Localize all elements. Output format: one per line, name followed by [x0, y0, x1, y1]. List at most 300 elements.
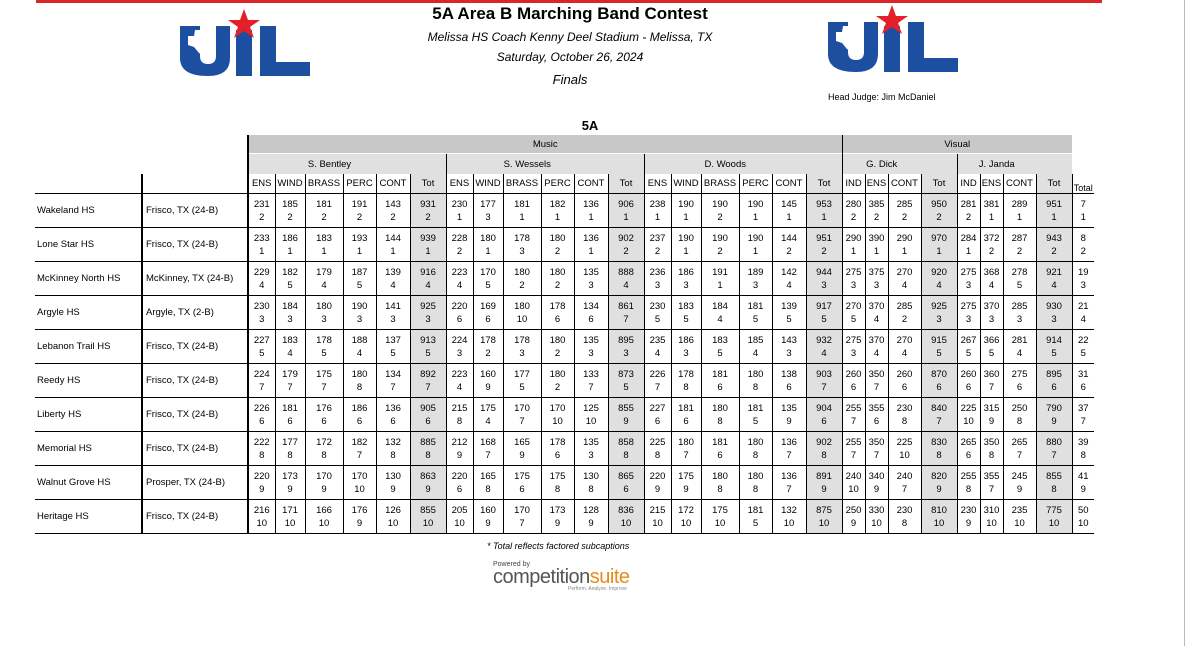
score-value: 939 — [420, 232, 436, 244]
score-value: 865 — [618, 470, 634, 482]
rank-value: 6 — [321, 415, 327, 427]
score-value: 281 — [960, 198, 977, 210]
rank-value: 1 — [752, 211, 759, 223]
rank-value: 1 — [965, 245, 972, 257]
rank-value: 8 — [965, 483, 972, 495]
rank-value: 10 — [1077, 517, 1089, 529]
rank-value: 2 — [485, 347, 491, 359]
score-value: 37 — [1077, 402, 1089, 414]
score-cell — [574, 194, 608, 228]
score-cell — [410, 398, 446, 432]
score-cell — [574, 228, 608, 262]
rank-value: 7 — [873, 449, 880, 461]
rank-value: 1 — [901, 245, 908, 257]
score-value: 181 — [712, 368, 728, 380]
score-cell — [772, 466, 806, 500]
score-value: 372 — [983, 232, 1000, 244]
rank-value: 9 — [287, 483, 293, 495]
band-location: Frisco, TX (24-B) — [142, 194, 248, 228]
score-value: 216 — [253, 504, 270, 516]
score-value: 186 — [678, 266, 694, 278]
rank-value: 5 — [356, 279, 363, 291]
score-value: 215 — [649, 504, 666, 516]
score-value: 932 — [816, 334, 832, 346]
rank-value: 4 — [321, 279, 327, 291]
score-cell — [842, 228, 865, 262]
rank-value: 3 — [623, 347, 629, 359]
rank-value: 10 — [714, 517, 726, 529]
score-cell — [921, 364, 957, 398]
score-value: 125 — [583, 402, 599, 414]
score-cell — [248, 398, 275, 432]
rank-value: 4 — [425, 279, 431, 291]
score-cell — [305, 228, 343, 262]
score-cell — [275, 228, 305, 262]
score-value: 178 — [480, 334, 496, 346]
page-edge-line — [1184, 0, 1185, 646]
rank-value: 7 — [485, 449, 491, 461]
score-cell — [410, 296, 446, 330]
score-value: 19 — [1077, 266, 1089, 278]
score-cell — [772, 262, 806, 296]
footnote: * Total reflects factored subcaptions — [487, 541, 630, 551]
uil-logo-right — [824, 4, 964, 74]
score-cell — [503, 194, 541, 228]
score-cell — [248, 500, 275, 534]
score-value: 181 — [282, 402, 298, 414]
score-cell — [772, 330, 806, 364]
rank-value: 5 — [485, 279, 491, 291]
subcaption-perc: PERC — [343, 174, 376, 194]
score-value: 182 — [351, 436, 368, 448]
score-value: 182 — [282, 266, 298, 278]
score-value: 185 — [747, 334, 764, 346]
score-value: 285 — [1011, 300, 1028, 312]
score-value: 224 — [451, 334, 468, 346]
score-value: 39 — [1077, 436, 1089, 448]
score-cell — [701, 194, 739, 228]
score-value: 255 — [845, 402, 862, 414]
rank-value: 4 — [717, 313, 723, 325]
score-cell — [473, 466, 503, 500]
score-value: 375 — [868, 266, 885, 278]
score-cell — [1036, 262, 1072, 296]
score-value: 183 — [282, 334, 298, 346]
score-cell — [503, 228, 541, 262]
rank-value: 2 — [654, 245, 661, 257]
score-cell — [772, 296, 806, 330]
rank-value: 9 — [554, 517, 561, 529]
score-value: 178 — [549, 436, 566, 448]
score-cell — [739, 466, 772, 500]
rank-value: 6 — [1051, 381, 1057, 393]
score-value: 170 — [316, 470, 332, 482]
score-value: 145 — [781, 198, 797, 210]
score-value: 176 — [351, 504, 368, 516]
score-value: 902 — [618, 232, 634, 244]
score-cell — [574, 262, 608, 296]
score-value: 21 — [1077, 300, 1089, 312]
score-value: 170 — [351, 470, 368, 482]
score-cell — [671, 466, 701, 500]
score-cell — [1036, 500, 1072, 534]
score-value: 175 — [712, 504, 728, 516]
score-cell — [701, 398, 739, 432]
score-value: 275 — [845, 266, 862, 278]
rank-value: 8 — [821, 449, 827, 461]
score-value: 138 — [781, 368, 797, 380]
score-value: 350 — [868, 436, 885, 448]
score-cell — [865, 364, 888, 398]
score-cell — [1003, 364, 1036, 398]
total-cell — [1072, 330, 1094, 364]
score-value: 226 — [253, 402, 270, 414]
table-row — [35, 364, 1094, 398]
total-cell — [1072, 398, 1094, 432]
score-value: 355 — [868, 402, 885, 414]
score-cell — [644, 500, 671, 534]
score-cell — [275, 432, 305, 466]
rank-value: 8 — [1016, 415, 1023, 427]
band-location: Frisco, TX (24-B) — [142, 398, 248, 432]
score-cell — [701, 500, 739, 534]
rank-value: 5 — [1080, 347, 1086, 359]
rank-value: 3 — [519, 245, 525, 257]
score-value: 8 — [1080, 232, 1086, 244]
rank-value: 6 — [356, 415, 363, 427]
subcaption-ind: IND — [842, 174, 865, 194]
score-value: 190 — [747, 198, 764, 210]
score-value: 134 — [385, 368, 401, 380]
table-row — [35, 466, 1094, 500]
score-value: 863 — [420, 470, 436, 482]
rank-value: 7 — [356, 449, 363, 461]
score-value: 179 — [316, 266, 332, 278]
score-value: 226 — [649, 368, 666, 380]
brand-wordmark — [493, 568, 630, 586]
score-value: 50 — [1077, 504, 1089, 516]
score-cell — [473, 500, 503, 534]
rank-value: 9 — [356, 517, 363, 529]
score-value: 355 — [983, 470, 1000, 482]
score-value: 903 — [816, 368, 832, 380]
score-cell — [644, 194, 671, 228]
score-value: 183 — [678, 300, 694, 312]
score-value: 180 — [514, 300, 530, 312]
subcaption-ens: ENS — [446, 174, 473, 194]
band-location: Frisco, TX (24-B) — [142, 500, 248, 534]
rank-value: 6 — [965, 449, 972, 461]
score-value: 173 — [282, 470, 298, 482]
judge-wessels: S. Wessels — [446, 154, 608, 175]
band-name: McKinney North HS — [37, 273, 121, 284]
rank-value: 3 — [654, 279, 661, 291]
score-value: 135 — [583, 266, 599, 278]
score-cell — [376, 330, 410, 364]
score-value: 188 — [351, 334, 368, 346]
judge-janda: J. Janda — [957, 154, 1036, 175]
score-value: 130 — [385, 470, 401, 482]
score-value: 775 — [1046, 504, 1062, 516]
rank-value: 6 — [1080, 381, 1086, 393]
score-value: 186 — [282, 232, 298, 244]
rank-value: 4 — [485, 415, 491, 427]
rank-value: 7 — [259, 381, 265, 393]
score-value: 184 — [282, 300, 298, 312]
score-cell — [888, 398, 921, 432]
rank-value: 4 — [873, 313, 880, 325]
rank-value: 6 — [873, 415, 880, 427]
score-cell — [376, 466, 410, 500]
band-location: Argyle, TX (2-B) — [142, 296, 248, 330]
rank-value: 5 — [717, 347, 723, 359]
score-cell — [739, 296, 772, 330]
score-value: 180 — [712, 470, 728, 482]
rank-value: 5 — [988, 347, 995, 359]
score-cell — [305, 466, 343, 500]
score-cell — [574, 466, 608, 500]
score-cell — [1036, 296, 1072, 330]
score-value: 229 — [253, 266, 270, 278]
score-value: 225 — [649, 436, 666, 448]
score-cell — [343, 466, 376, 500]
rank-value: 6 — [717, 381, 723, 393]
score-cell — [957, 296, 980, 330]
score-cell — [888, 262, 921, 296]
score-value: 180 — [549, 266, 566, 278]
score-cell — [888, 364, 921, 398]
score-value: 170 — [549, 402, 566, 414]
score-value: 891 — [816, 470, 832, 482]
rank-value: 1 — [717, 279, 723, 291]
score-value: 290 — [845, 232, 862, 244]
subcaption-wind: WIND — [671, 174, 701, 194]
rank-value: 3 — [519, 347, 525, 359]
score-cell — [806, 262, 842, 296]
score-value: 190 — [678, 198, 694, 210]
score-value: 951 — [816, 232, 832, 244]
score-cell — [644, 466, 671, 500]
score-value: 160 — [480, 368, 496, 380]
rank-value: 3 — [588, 347, 594, 359]
score-value: 916 — [420, 266, 436, 278]
score-cell — [671, 398, 701, 432]
rank-value: 3 — [259, 313, 265, 325]
rank-value: 7 — [988, 483, 995, 495]
rank-value: 8 — [456, 415, 463, 427]
score-value: 180 — [351, 368, 368, 380]
rank-value: 7 — [901, 483, 908, 495]
score-value: 180 — [712, 402, 728, 414]
score-cell — [608, 296, 644, 330]
score-cell — [503, 364, 541, 398]
score-cell — [574, 500, 608, 534]
score-cell — [503, 500, 541, 534]
rank-value: 8 — [425, 449, 431, 461]
score-cell — [957, 228, 980, 262]
rank-value: 3 — [321, 313, 327, 325]
score-value: 245 — [1011, 470, 1028, 482]
score-cell — [957, 330, 980, 364]
score-cell — [980, 296, 1003, 330]
score-value: 180 — [480, 232, 496, 244]
rank-value: 9 — [485, 381, 491, 393]
rank-value: 8 — [654, 449, 661, 461]
rank-value: 4 — [356, 347, 363, 359]
score-cell — [957, 262, 980, 296]
score-value: 177 — [480, 198, 496, 210]
score-value: 855 — [1046, 470, 1062, 482]
score-value: 230 — [253, 300, 270, 312]
score-cell — [980, 432, 1003, 466]
score-cell — [343, 432, 376, 466]
score-value: 930 — [1046, 300, 1062, 312]
score-value: 228 — [451, 232, 468, 244]
score-cell — [957, 432, 980, 466]
score-cell — [671, 228, 701, 262]
score-value: 885 — [420, 436, 436, 448]
score-value: 31 — [1077, 368, 1089, 380]
score-value: 175 — [480, 402, 496, 414]
rank-value: 2 — [554, 279, 561, 291]
subcaption-ens: ENS — [980, 174, 1003, 194]
rank-value: 6 — [554, 449, 561, 461]
subcaption-wind: WIND — [275, 174, 305, 194]
rank-value: 2 — [554, 381, 561, 393]
rank-value: 1 — [752, 245, 759, 257]
rank-value: 9 — [936, 483, 942, 495]
score-cell — [772, 432, 806, 466]
score-cell — [1036, 194, 1072, 228]
score-value: 913 — [420, 334, 436, 346]
score-value: 172 — [678, 504, 694, 516]
score-value: 180 — [678, 436, 694, 448]
rank-value: 8 — [901, 517, 908, 529]
rank-value: 6 — [287, 415, 293, 427]
score-cell — [865, 194, 888, 228]
score-cell — [644, 262, 671, 296]
rank-value: 3 — [786, 347, 792, 359]
rank-value: 2 — [554, 245, 561, 257]
score-cell — [503, 432, 541, 466]
score-value: 184 — [712, 300, 728, 312]
rank-value: 1 — [425, 245, 431, 257]
score-value: 278 — [1011, 266, 1028, 278]
score-value: 224 — [253, 368, 270, 380]
rank-value: 3 — [1080, 279, 1086, 291]
score-value: 180 — [549, 334, 566, 346]
subcaption-cont: CONT — [772, 174, 806, 194]
score-value: 230 — [896, 402, 913, 414]
score-value: 855 — [420, 504, 436, 516]
rank-value: 1 — [519, 211, 525, 223]
score-value: 310 — [983, 504, 1000, 516]
rank-value: 6 — [456, 483, 463, 495]
score-cell — [473, 228, 503, 262]
score-cell — [980, 228, 1003, 262]
score-cell — [410, 194, 446, 228]
score-value: 370 — [868, 300, 885, 312]
score-cell — [671, 296, 701, 330]
score-cell — [888, 330, 921, 364]
score-cell — [644, 432, 671, 466]
rank-value: 2 — [623, 245, 629, 257]
rank-value: 8 — [1080, 449, 1086, 461]
score-value: 284 — [960, 232, 977, 244]
rank-value: 5 — [786, 313, 792, 325]
rank-value: 4 — [654, 347, 661, 359]
rank-value: 6 — [683, 415, 689, 427]
rank-value: 6 — [936, 381, 942, 393]
score-value: 186 — [678, 334, 694, 346]
rank-value: 10 — [284, 517, 296, 529]
score-cell — [574, 432, 608, 466]
score-value: 830 — [931, 436, 947, 448]
rank-value: 8 — [485, 483, 491, 495]
table-row — [35, 194, 1094, 228]
score-cell — [842, 330, 865, 364]
band-location: Frisco, TX (24-B) — [142, 364, 248, 398]
score-value: 177 — [514, 368, 530, 380]
score-cell — [343, 228, 376, 262]
subcaption-total: Total — [1072, 174, 1094, 194]
score-value: 275 — [845, 334, 862, 346]
score-cell — [275, 364, 305, 398]
score-value: 858 — [618, 436, 634, 448]
table-row — [35, 398, 1094, 432]
rank-value: 3 — [965, 279, 972, 291]
score-value: 141 — [385, 300, 401, 312]
score-value: 231 — [253, 198, 270, 210]
score-cell — [701, 466, 739, 500]
score-value: 260 — [896, 368, 913, 380]
score-cell — [739, 194, 772, 228]
total-cell — [1072, 500, 1094, 534]
rank-value: 5 — [321, 347, 327, 359]
score-cell — [842, 432, 865, 466]
rank-value: 7 — [425, 381, 431, 393]
rank-value: 2 — [901, 211, 908, 223]
band-location: Frisco, TX (24-B) — [142, 330, 248, 364]
score-cell — [376, 262, 410, 296]
rank-value: 3 — [683, 347, 689, 359]
rank-value: 2 — [717, 211, 723, 223]
score-value: 143 — [385, 198, 401, 210]
score-cell — [806, 364, 842, 398]
rank-value: 10 — [516, 313, 528, 325]
rank-value: 7 — [390, 381, 396, 393]
score-value: 895 — [618, 334, 634, 346]
score-value: 235 — [649, 334, 666, 346]
rank-value: 6 — [717, 449, 723, 461]
rank-value: 8 — [554, 483, 561, 495]
score-value: 285 — [896, 198, 913, 210]
category-row — [35, 135, 1094, 154]
score-cell — [541, 432, 574, 466]
rank-value: 6 — [554, 313, 561, 325]
score-value: 914 — [1046, 334, 1062, 346]
score-cell — [248, 432, 275, 466]
score-cell — [305, 398, 343, 432]
rank-value: 1 — [936, 245, 942, 257]
rank-value: 10 — [620, 517, 632, 529]
rank-value: 5 — [965, 347, 972, 359]
score-cell — [772, 194, 806, 228]
score-cell — [1036, 466, 1072, 500]
score-value: 227 — [649, 402, 666, 414]
score-cell — [446, 398, 473, 432]
score-cell — [305, 330, 343, 364]
